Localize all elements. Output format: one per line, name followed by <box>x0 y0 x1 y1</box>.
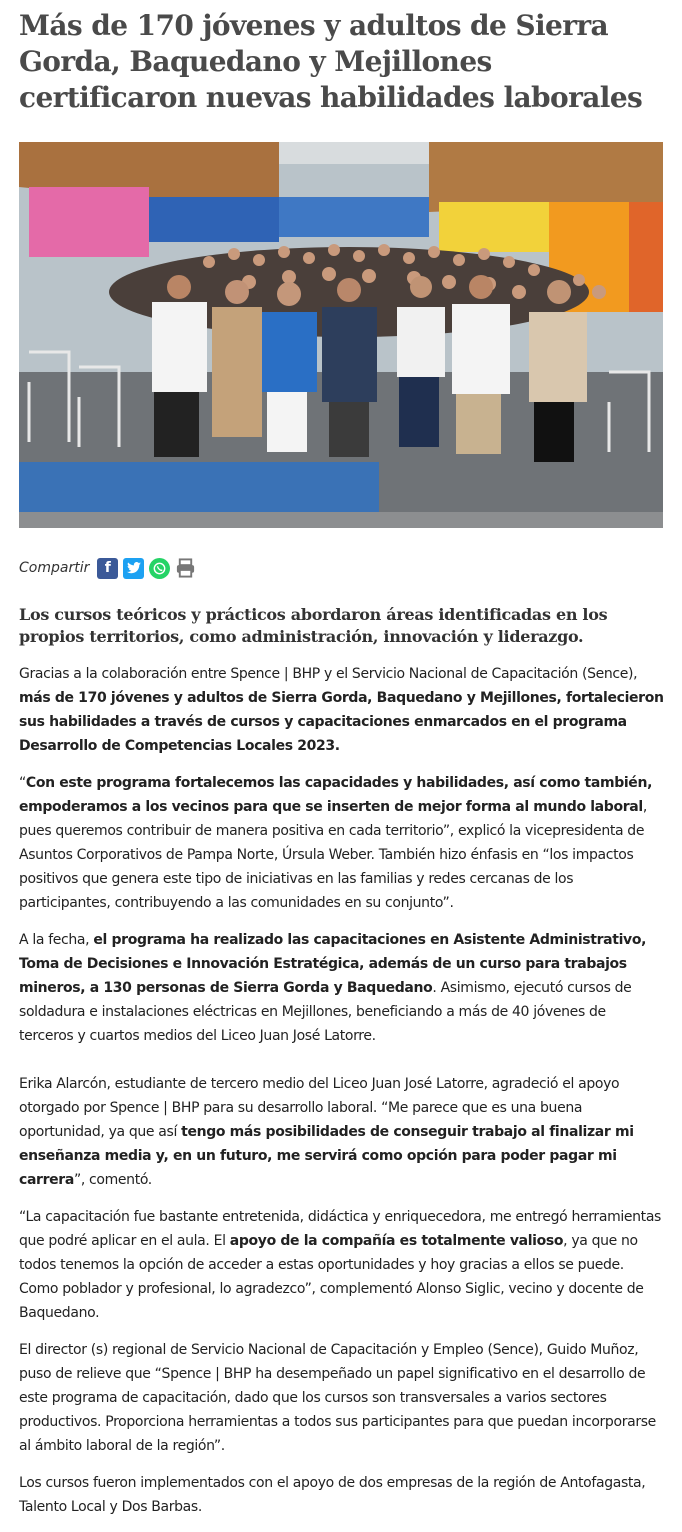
article-photo <box>19 142 663 528</box>
article <box>19 0 664 1515</box>
bold-text: más de 170 jóvenes y adultos de Sierra Gorda, Baquedano y Mejillones, fortalecieron sus habilidades a través de cursos y capacitaciones enmarcados en el programa Desarrollo de Competencias Locales 2023. <box>19 690 664 754</box>
paragraph-1 <box>19 662 664 758</box>
paragraph-4 <box>19 1072 664 1192</box>
bold-text: tengo más posibilidades de conseguir trabajo al finalizar mi enseñanza media y, en un futuro, me servirá como opción para poder pagar mi carrera <box>19 1124 634 1188</box>
text-span: El director (s) regional de Servicio Nacional de Capacitación y Empleo (Sence), Guido Muñoz, puso de relieve que “Spence | BHP ha desempeñado un papel significativo en el desarrollo de este programa de capacitación, dado que los cursos son transversales a varios sectores productivos. Proporciona herramientas a todos sus participantes para que puedan incorporarse al ámbito laboral de la región”. <box>19 1342 656 1454</box>
twitter-icon[interactable] <box>123 558 144 579</box>
text-span: A la fecha, <box>19 932 94 948</box>
paragraph-2 <box>19 771 664 915</box>
text-span: , ya que no todos tenemos la opción de acceder a estas oportunidades y hoy gracias a ellos se puede. Como poblador y profesional, lo agradezco”, complementó Alonso Siglic, vecino y docente de Baquedano. <box>19 1233 644 1321</box>
text-span: “ <box>19 775 26 791</box>
text-span: “La capacitación fue bastante entretenida, didáctica y enriquecedora, me entregó herramientas que podré aplicar en el aula. El <box>19 1209 661 1249</box>
share-label: Compartir <box>19 560 90 576</box>
text-span: . Asimismo, ejecutó cursos de soldadura e instalaciones eléctricas en Mejillones, beneficiando a más de 40 jóvenes de terceros y cuartos medios del Liceo Juan José Latorre. <box>19 980 632 1044</box>
group-photo-illustration <box>19 142 663 528</box>
text-span: Erika Alarcón, estudiante de tercero medio del Liceo Juan José Latorre, agradeció el apoyo otorgado por Spence | BHP para su desarrollo laboral. “Me parece que es una buena oportunidad, ya que así <box>19 1076 620 1140</box>
article-title: Más de 170 jóvenes y adultos de Sierra Gorda, Baquedano y Mejillones certificaron nuevas habilidades laborales <box>19 9 643 114</box>
bold-text: Con este programa fortalecemos las capacidades y habilidades, así como también, empoderamos a los vecinos para que se inserten de mejor forma al mundo laboral <box>19 775 653 815</box>
bold-text: apoyo de la compañía es totalmente valioso <box>229 1233 564 1249</box>
bold-text: el programa ha realizado las capacitaciones en Asistente Administrativo, Toma de Decisiones e Innovación Estratégica, además de un curso para trabajos mineros, a 130 personas de Sierra Gorda y Baquedano <box>19 932 647 996</box>
share-bar <box>19 555 201 581</box>
paragraph-3 <box>19 928 664 1048</box>
print-icon[interactable] <box>175 558 196 579</box>
paragraph-6 <box>19 1338 664 1458</box>
facebook-icon[interactable]: f <box>97 558 118 579</box>
whatsapp-icon[interactable] <box>149 558 170 579</box>
text-span: Los cursos fueron implementados con el apoyo de dos empresas de la región de Antofagasta, Talento Local y Dos Barbas. <box>19 1475 646 1515</box>
paragraph-5 <box>19 1205 664 1325</box>
article-lead: Los cursos teóricos y prácticos abordaron áreas identificadas en los propios territorios, como administración, innovación y liderazgo. <box>19 605 608 646</box>
text-span: ”, comentó. <box>73 1172 152 1188</box>
text-span: , pues queremos contribuir de manera positiva en cada territorio”, explicó la vicepresidenta de Asuntos Corporativos de Pampa Norte, Úrsula Weber. También hizo énfasis en “los impactos positivos que genera este tipo de iniciativas en las familias y redes cercanas de los participantes, contribuyendo a las comunidades en su conjunto”. <box>19 799 647 911</box>
paragraph-7 <box>19 1471 664 1519</box>
article-body <box>19 662 664 1532</box>
text-span: Gracias a la colaboración entre Spence | BHP y el Servicio Nacional de Capacitación (Sence), <box>19 666 638 682</box>
